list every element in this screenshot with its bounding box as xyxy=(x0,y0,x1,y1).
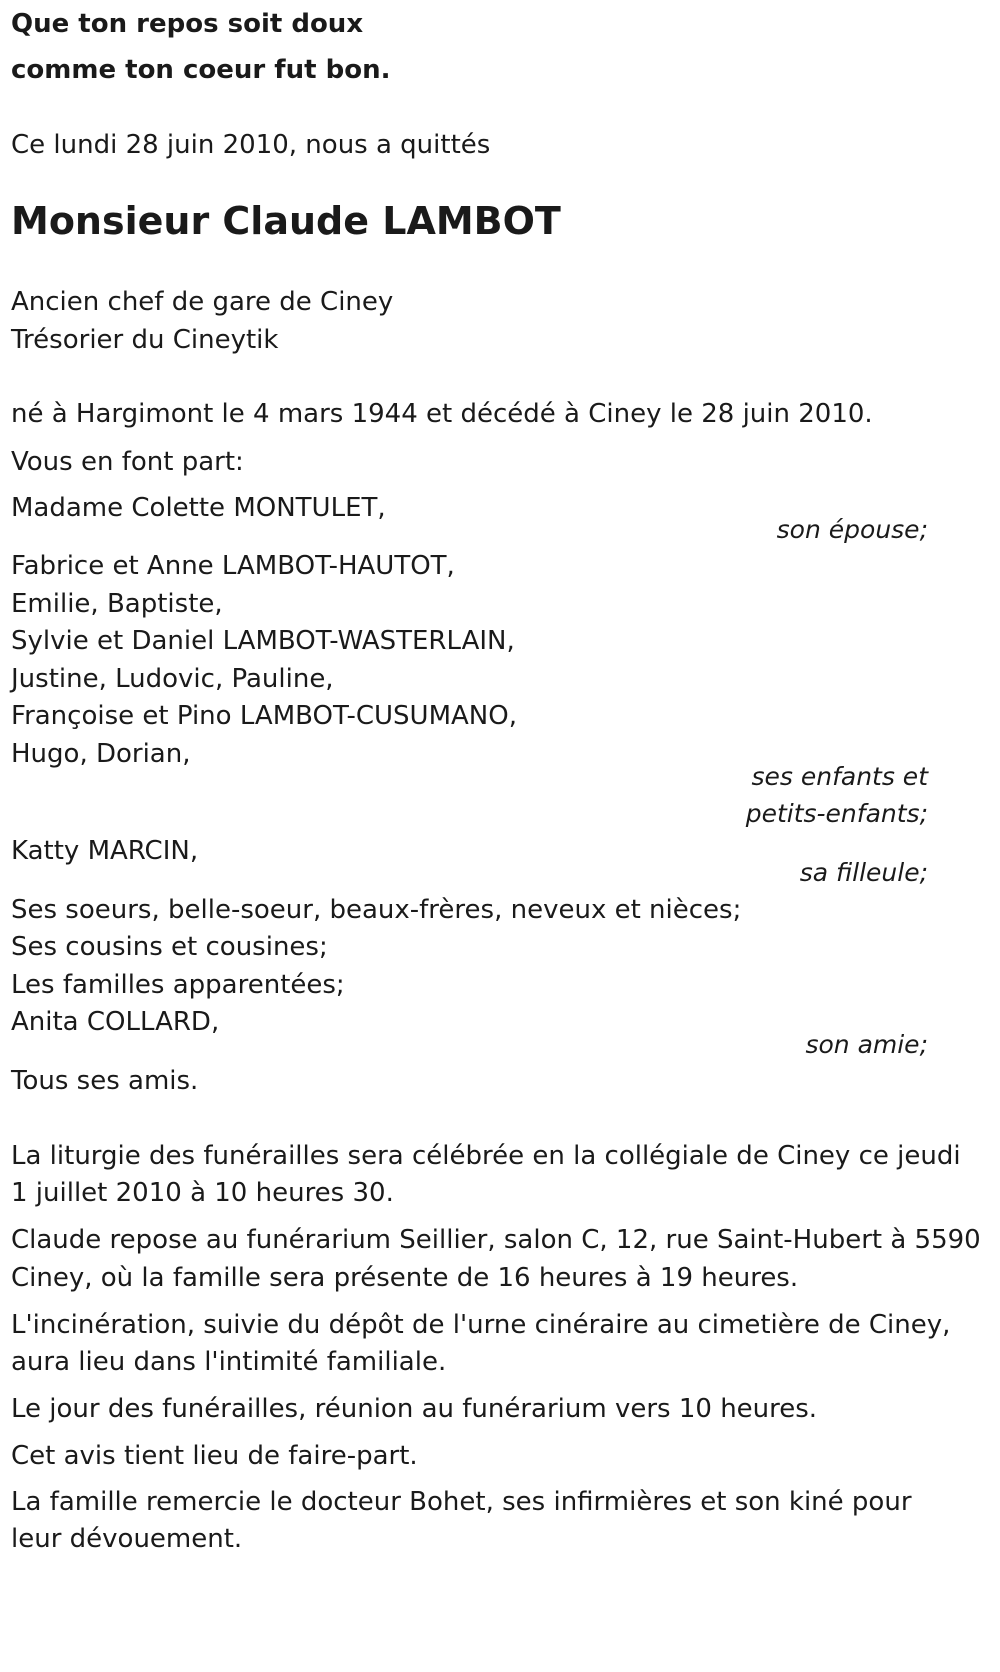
detail-3-line-2: aura lieu dans l'intimité familiale. xyxy=(11,1347,447,1377)
spouse-role: son épouse; xyxy=(776,515,928,544)
detail-4-line-1: Le jour des funérailles, réunion au funérarium vers 10 heures. xyxy=(11,1394,818,1424)
children-role-line-2: petits-enfants; xyxy=(745,799,928,828)
children-line-3: Sylvie et Daniel LAMBOT-WASTERLAIN, xyxy=(11,626,515,656)
children-line-5: Françoise et Pino LAMBOT-CUSUMANO, xyxy=(11,701,517,731)
others-line-1: Ses soeurs, belle-soeur, beaux-frères, neveux et nièces; xyxy=(11,895,742,925)
detail-6-line-1: La famille remercie le docteur Bohet, ses infirmières et son kiné pour xyxy=(11,1487,912,1517)
children-line-4: Justine, Ludovic, Pauline, xyxy=(11,664,334,694)
children-line-1: Fabrice et Anne LAMBOT-HAUTOT, xyxy=(11,551,455,581)
children-role-line-1: ses enfants et xyxy=(751,762,928,791)
friends-text: Tous ses amis. xyxy=(11,1066,199,1096)
spouse-name: Madame Colette MONTULET, xyxy=(11,493,386,523)
others-line-4: Anita COLLARD, xyxy=(11,1007,220,1037)
announcement-intro: Vous en font part: xyxy=(11,447,244,477)
detail-2-line-1: Claude repose au funérarium Seillier, salon C, 12, rue Saint-Hubert à 5590 xyxy=(11,1225,981,1255)
detail-1-line-1: La liturgie des funérailles sera célébrée en la collégiale de Ciney ce jeudi xyxy=(11,1141,961,1171)
others-line-2: Ses cousins et cousines; xyxy=(11,932,328,962)
children-line-6: Hugo, Dorian, xyxy=(11,739,191,769)
deceased-name: Monsieur Claude LAMBOT xyxy=(11,199,561,243)
detail-6-line-2: leur dévouement. xyxy=(11,1524,243,1554)
epitaph-line-2: comme ton coeur fut bon. xyxy=(11,55,391,85)
title-line-2: Trésorier du Cineytik xyxy=(11,325,279,355)
epitaph-line-1: Que ton repos soit doux xyxy=(11,9,364,39)
detail-3-line-1: L'incinération, suivie du dépôt de l'urne cinéraire au cimetière de Ciney, xyxy=(11,1310,951,1340)
friend-role: son amie; xyxy=(805,1030,928,1059)
detail-5-line-1: Cet avis tient lieu de faire-part. xyxy=(11,1441,418,1471)
goddaughter-name: Katty MARCIN, xyxy=(11,836,199,866)
others-line-3: Les familles apparentées; xyxy=(11,970,345,1000)
intro-text: Ce lundi 28 juin 2010, nous a quittés xyxy=(11,130,491,160)
goddaughter-role: sa filleule; xyxy=(799,858,928,887)
children-line-2: Emilie, Baptiste, xyxy=(11,589,223,619)
detail-2-line-2: Ciney, où la famille sera présente de 16 heures à 19 heures. xyxy=(11,1263,799,1293)
title-line-1: Ancien chef de gare de Ciney xyxy=(11,287,394,317)
birth-death-text: né à Hargimont le 4 mars 1944 et décédé à Ciney le 28 juin 2010. xyxy=(11,399,873,429)
detail-1-line-2: 1 juillet 2010 à 10 heures 30. xyxy=(11,1178,394,1208)
